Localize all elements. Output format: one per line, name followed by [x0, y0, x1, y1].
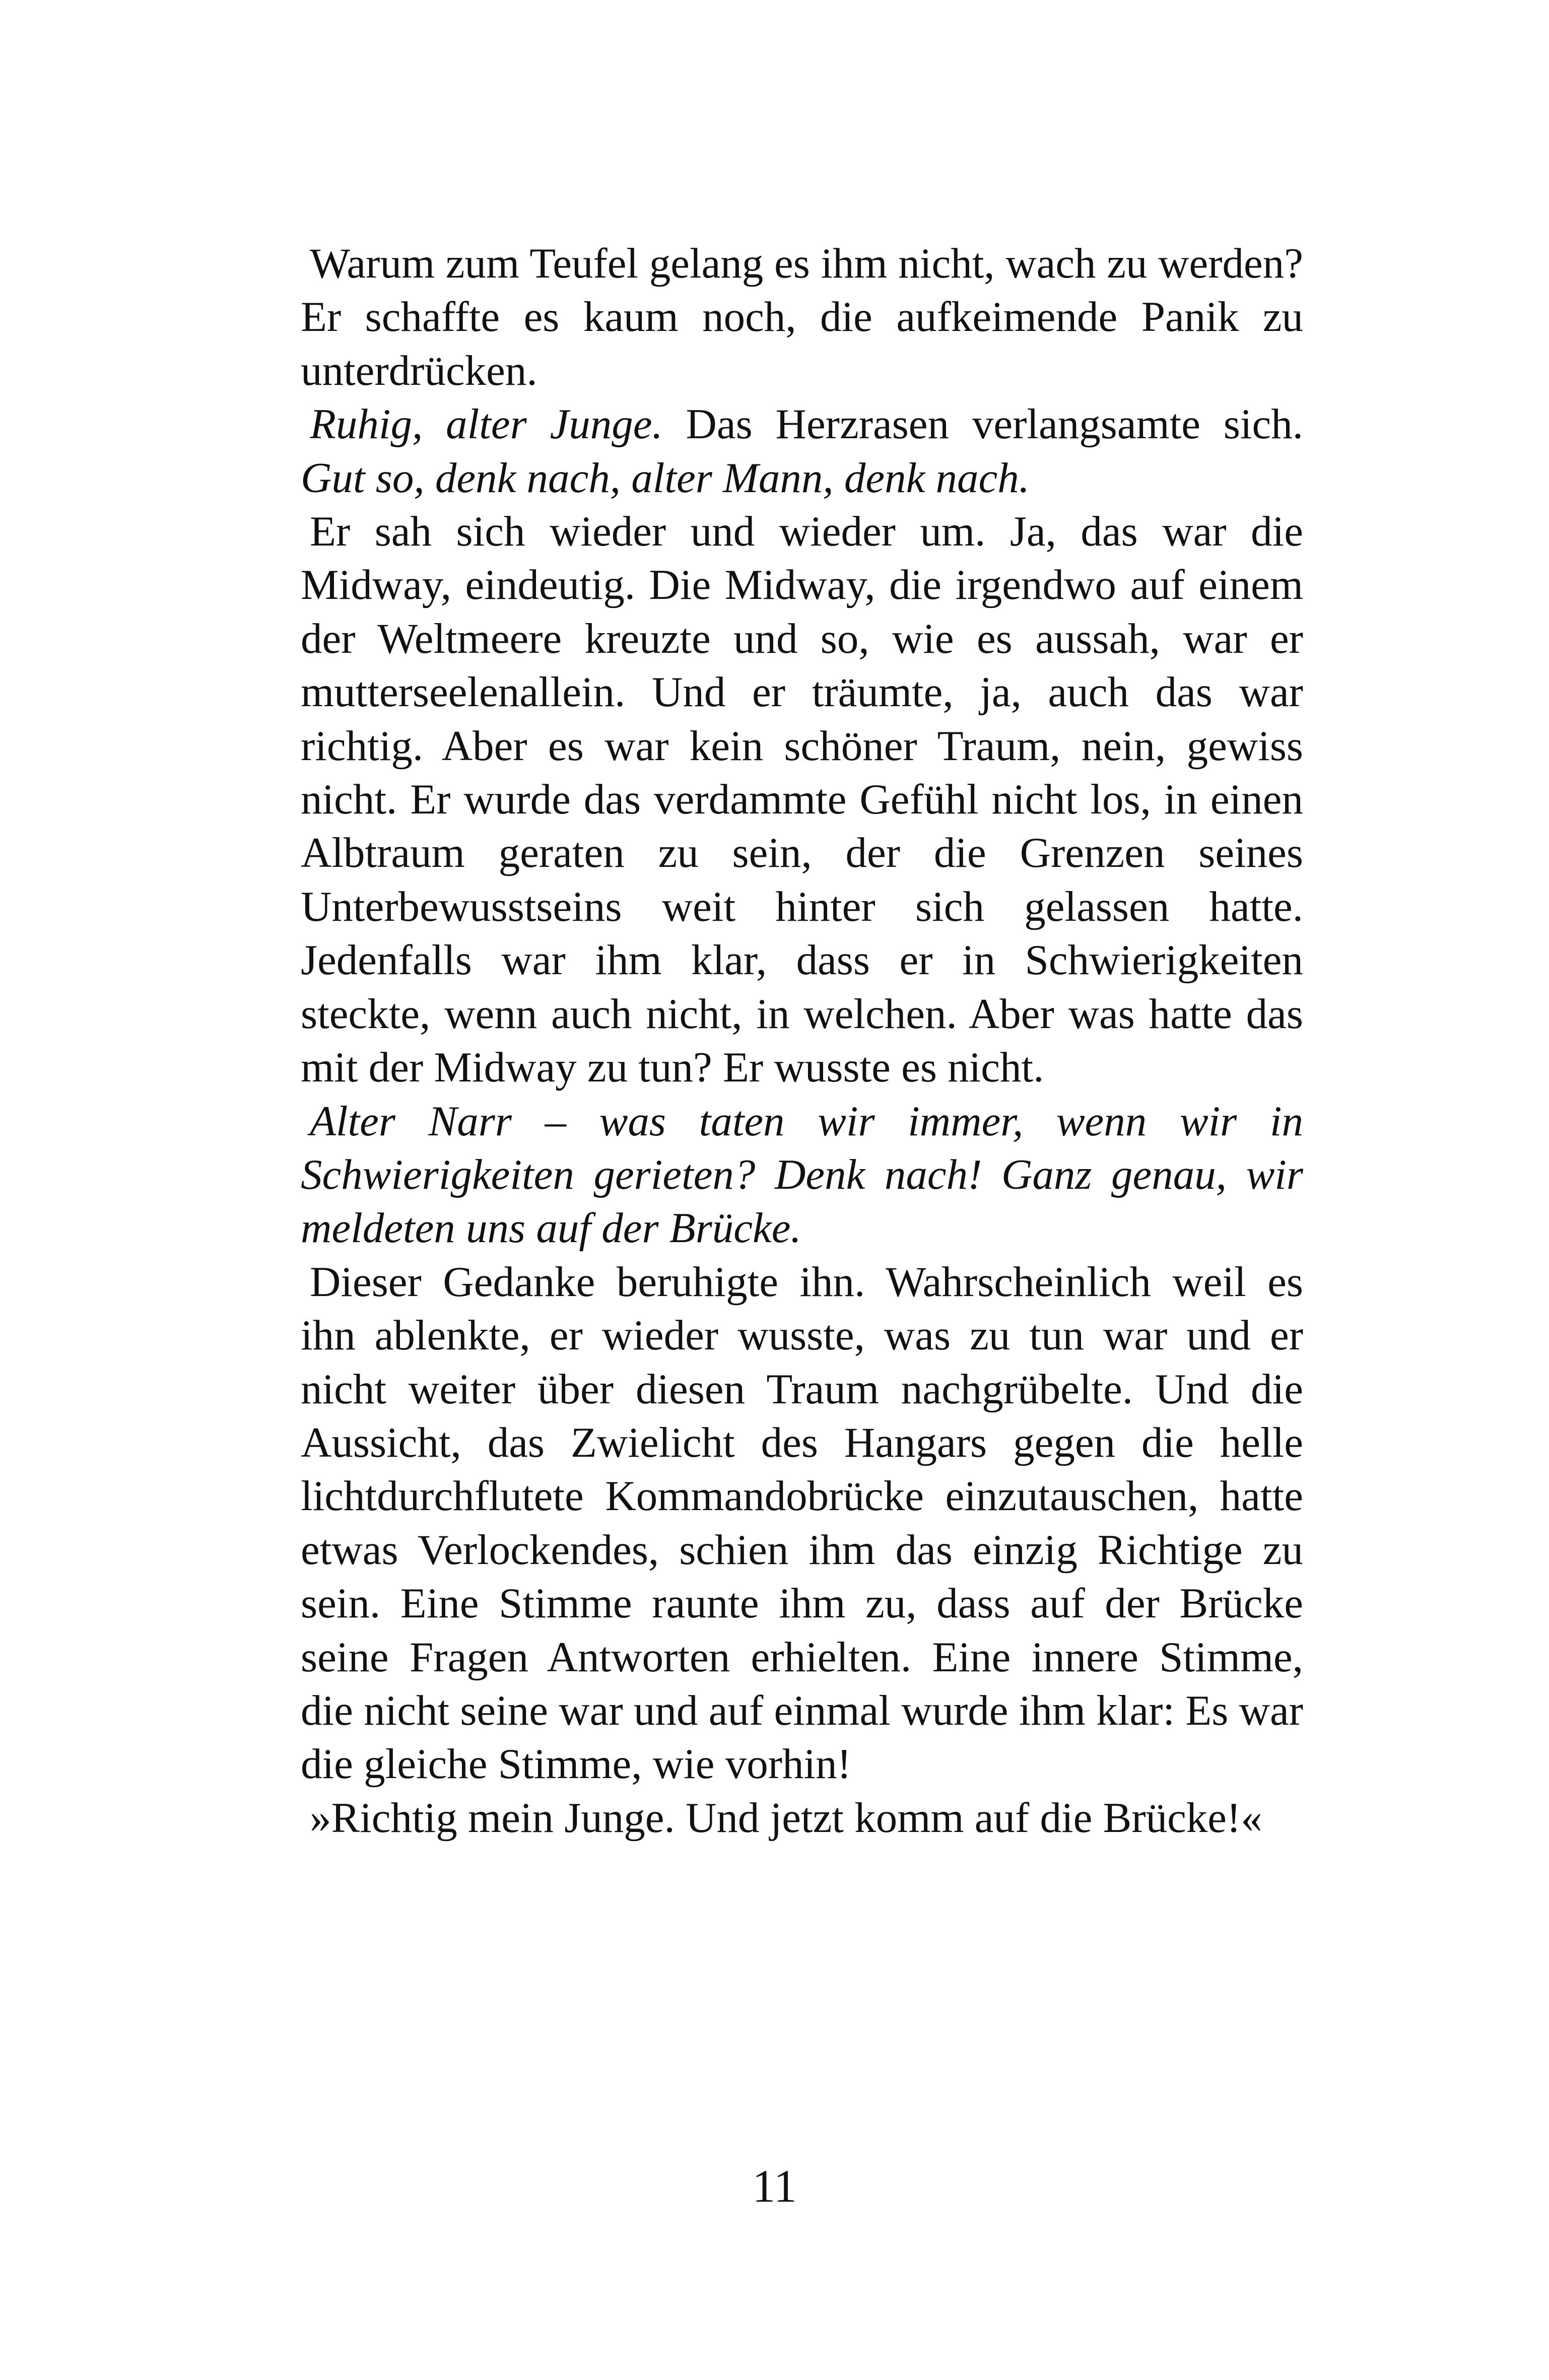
text-segment-italic: Alter Narr – was taten wir immer, wenn wir in Schwierigkeiten gerieten? Denk nach! Ganz genau, wir meldeten uns auf der Brücke. [301, 1097, 1303, 1252]
paragraph [301, 1095, 1303, 1255]
text-segment: Er sah sich wieder und wieder um. Ja, das war die Midway, eindeutig. Die Midway, die irgendwo auf einem der Weltmeere kreuzte und so, wie es aussah, war er mutterseelenallein. Und er träumte, ja, auch das war richtig. Aber es war kein schöner Traum, nein, gewiss nicht. Er wurde das verdammte Gefühl nicht los, in einen Albtraum geraten zu sein, der die Grenzen seines Unterbewusstseins weit hinter sich gelassen hatte. Jedenfalls war ihm klar, dass er in Schwierigkeiten steckte, wenn auch nicht, in welchen. Aber was hatte das mit der Midway zu tun? Er wusste es nicht. [301, 508, 1303, 1092]
text-segment-italic: Gut so, denk nach, alter Mann, denk nach. [301, 454, 1030, 502]
text-segment: »Richtig mein Junge. Und jetzt komm auf die Brücke!« [310, 1794, 1262, 1842]
page-number: 11 [752, 2160, 797, 2212]
body-text [301, 237, 1303, 1845]
text-segment-italic: Ruhig, alter Junge. [310, 400, 663, 448]
paragraph [301, 237, 1303, 397]
text-segment: Das Herzrasen verlangsamte sich. [662, 400, 1304, 448]
text-segment: Warum zum Teufel gelang es ihm nicht, wach zu werden? Er schaffte es kaum noch, die aufkeimende Panik zu unterdrücken. [301, 240, 1303, 394]
paragraph [301, 1791, 1303, 1845]
text-segment: Dieser Gedanke beruhigte ihn. Wahrscheinlich weil es ihn ablenkte, er wieder wusste, was zu tun war und er nicht weiter über diesen Traum nachgrübelte. Und die Aussicht, das Zwielicht des Hangars gegen die helle lichtdurchflutete Kommandobrücke einzutauschen, hatte etwas Verlockendes, schien ihm das einzig Richtige zu sein. Eine Stimme raunte ihm zu, dass auf der Brücke seine Fragen Antworten erhielten. Eine innere Stimme, die nicht seine war und auf einmal wurde ihm klar: Es war die gleiche Stimme, wie vorhin! [301, 1258, 1303, 1788]
paragraph [301, 1255, 1303, 1791]
paragraph [301, 397, 1303, 505]
paragraph [301, 505, 1303, 1094]
